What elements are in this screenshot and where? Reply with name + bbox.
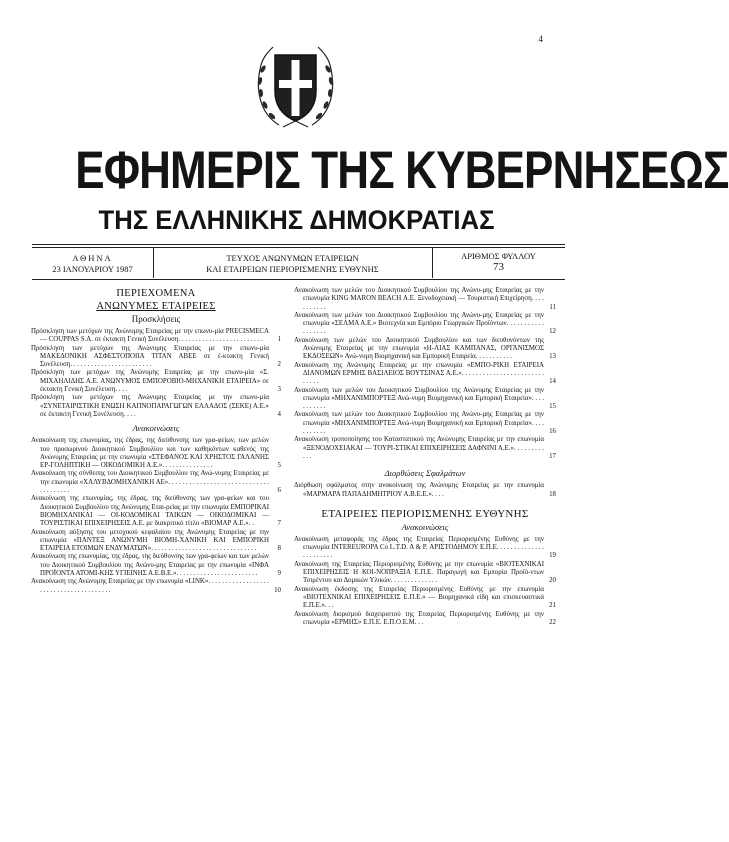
- toc-entry-text: Ανακοίνωση των μελών του Διοικητικού Συμβουλίου της Ανώνυ-μης Εταιρείας με την επωνυμία «ΜΗΧΑΝΙΜΠΟΡΤΕΞ Ανώ-νυμη Βιομηχανική και Εμπορική Εταιρεία». . . . . . . . . . .: [294, 411, 544, 436]
- toc-page-number: 20: [549, 577, 556, 585]
- toc-entry: [31, 437, 281, 470]
- toc-entry-text: Ανακοίνωση των μελών του Διοικητικού Συμβουλίου της Ανώνυ-μης Εταιρείας με την επωνυμία «ΣΕΛΜΑ Α.Ε.» Βιοτεχνία και Εμπόριο Γεωργικών Προϊόντων. . . . . . . . . . . . . . . . . .: [294, 311, 544, 336]
- toc-page-number: 17: [549, 452, 556, 460]
- gazette-subtitle: ΤΗΣ ΕΛΛΗΝΙΚΗΣ ΔΗΜΟΚΡΑΤΙΑΣ: [98, 205, 495, 235]
- toc-entry: [294, 482, 556, 499]
- toc-entry-text: Ανακοίνωση της επωνυμίας, της έδρας, της διεύθυνσης των γρα-φείων και του Διοικητικού Συμβουλίου της Ανώνυμης Εται-ρείας με την επωνυμία ΕΜΠΟΡΙΚΑΙ ΒΙΟΜΗΧΑΝΙΚΑΙ — ΟΙ-ΚΟΔΟΜΙΚΑΙ ΤΑΙΚΩΝ — ΟΙΚΟΔΟΜΙΚΑΙ — ΤΟΥΡΙΣΤΙΚΑΙ ΕΠΙΧΕΙΡΗΣΕΙΣ Α.Ε. με διακριτικό τίτλο «ΒΙΟΜΑΡ Α.Ε.». .: [31, 495, 269, 528]
- toc-page-number: 21: [549, 602, 556, 610]
- contents-title: ΠΕΡΙΕΧΟΜΕΝΑ: [116, 288, 196, 299]
- header-place-date: [32, 253, 153, 275]
- llc-announcements-heading: Ανακοινώσεις: [401, 521, 449, 532]
- toc-page-number: 12: [549, 328, 556, 336]
- toc-entry: [31, 369, 281, 394]
- toc-entry-text: Ανακοίνωση των μελών του Διοικητικού Συμβουλίου και των διευθυνόντων της Ανώνυμης Εταιρείας με την επωνυμία «Η-ΛΙΑΣ ΚΑΜΠΑΝΑΣ, ΟΡΓΑΝΙΣΜΟΣ ΕΚΔΟΣΕΩΝ» Ανώ-νυμη Βιομηχανική και Εμπορική Εταιρεία. . . . . . . . . . .: [294, 336, 544, 361]
- section-title-sa: ΑΝΩΝΥΜΕΣ ΕΤΑΙΡΕΙΕΣ: [96, 301, 216, 312]
- toc-entry: [31, 345, 281, 370]
- toc-page-number: 8: [277, 545, 281, 553]
- invitations-heading: Προσκλήσεις: [131, 314, 181, 324]
- toc-entry-text: Ανακοίνωση της επωνυμίας, της έδρας, της διεύθυνσης των γρα-φείων και των μελών του Διοικητικού Συμβουλίου της Ανώνυ-μης Εταιρείας με την επωνυμία «ΙΝΦΑ ΠΡΟΪΟΝΤΑ ΑΤΟΜΙ-ΚΗΣ ΥΓΙΕΙΝΗΣ Α.Ε.Β.Ε.». . . . . . . . . . . . . . . . . . . . . . . .: [31, 553, 269, 578]
- toc-entry-text: Ανακοίνωση των μελών του Διοικητικού Συμβουλίου της Ανώνυ-μης Εταιρείας με την επωνυμία KING MARON BEACH Α.Ε. Ξενοδοχειακή — Τουριστική Επιχείρηση. . . . . . . . . . .: [294, 287, 544, 311]
- header-top-rule: [32, 244, 565, 245]
- toc-page-number: 19: [549, 552, 556, 560]
- toc-page-number: 4: [277, 410, 281, 418]
- announcements-heading: Ανακοινώσεις: [132, 423, 180, 434]
- gazette-title: ΕΦΗΜΕΡΙΣ ΤΗΣ ΚΥΒΕΡΝΗΣΕΩΣ: [75, 141, 729, 200]
- toc-entry-text: Ανακοίνωση της Ανώνυμης Εταιρείας με την επωνυμία «ΕΜΠΟ-ΡΙΚΗ ΕΤΑΙΡΕΙΑ ΔΙΑΝΟΜΩΝ ΕΡΜΗΣ ΒΑΣΙΛΕΙΟΣ ΒΟΥΤΣΙΝΑΣ Α.Ε.». . . . . . . . . . . . . . . . . . . . . . . . . . . . .: [294, 361, 544, 386]
- header-date: 23 ΙΑΝΟΥΑΡΙΟΥ 1987: [52, 264, 133, 274]
- toc-entry-text: Ανακοίνωση της σύνθεσης του Διοικητικού Συμβουλίου της Ανώ-νυμης Εταιρείας με την επωνυμία «ΧΑΛΥΒΔΟΜΗΧΑΝΙΚΗ ΑΕ». . . . . . . . . . . . . . . . . . . . . . . . . . . . . . . . . . . . . .: [31, 470, 269, 495]
- toc-entry: [31, 328, 281, 345]
- toc-page-number: 9: [277, 570, 281, 578]
- toc-entry: [294, 411, 556, 436]
- toc-entry: [294, 561, 556, 586]
- toc-entry: [31, 495, 281, 528]
- toc-entry-text: Πρόσκληση των μετόχων της Ανώνυμης Εταιρείας με την επωνυ-μία «Σ. ΜΙΧΑΗΛΙΔΗΣ Α.Ε. ΑΝΩΝΥΜΟΣ ΕΜΠΟΡΟΒΙΟ-ΜΗΧΑΝΙΚΗ ΕΤΑΙΡΕΙΑ» σε έκτακτη Γενική Συνέλευση. . . .: [31, 369, 269, 394]
- toc-page-number: 5: [277, 462, 281, 470]
- toc-page-number: 1: [277, 336, 281, 344]
- errata-heading: Διορθώσεις Σφαλμάτων: [384, 468, 466, 479]
- section-title-llc: ΕΤΑΙΡΕΙΕΣ ΠΕΡΙΟΡΙΣΜΕΝΗΣ ΕΥΘΥΝΗΣ: [321, 507, 529, 520]
- contents-right-column: [294, 287, 556, 627]
- toc-entry: [31, 553, 281, 578]
- toc-page-number: 18: [549, 490, 556, 498]
- toc-entry: [31, 470, 281, 495]
- toc-entry-text: Πρόσκληση των μετόχων της Ανώνυμης Εταιρείας με την επωνυ-μία «ΣΥΝΕΤΑΙΡΙΣΤΙΚΗ ΕΝΩΣΗ ΚΑΠΝΟΠΑΡΑΓΩΓΩΝ ΕΛΛΑΔΟΣ (ΣΕΚΕ) Α.Ε.» σε έκτακτη Γενική Συνέλευση. . . .: [31, 394, 269, 418]
- issue-line-1: ΤΕΥΧΟΣ ΑΝΩΝΥΜΩΝ ΕΤΑΙΡΕΙΩΝ: [226, 253, 359, 263]
- issue-line-2: ΚΑΙ ΕΤΑΙΡΕΙΩΝ ΠΕΡΙΟΡΙΣΜΕΝΗΣ ΕΥΘΥΝΗΣ: [206, 264, 379, 274]
- toc-entry: [294, 387, 556, 412]
- header-city: ΑΘΗΝΑ: [72, 253, 113, 263]
- page-number: 4: [538, 34, 543, 44]
- toc-page-number: 11: [549, 303, 556, 311]
- toc-entry-text: Ανακοίνωση μεταφοράς της έδρας της Εταιρείας Περιορισμένης Ευθύνης με την επωνυμία INTEREUROPA Co L.T.D. A & P. ΑΡΙΣΤΟΔΗΜΟΥ Ε.Π.Ε. . . . . . . . . . . . . . . . . . . . . . .: [294, 535, 544, 560]
- toc-entry: [294, 287, 556, 312]
- toc-entry-text: Ανακοίνωση διορισμού διαχειριστού της Εταιρείας Περιορισμένης Ευθύνης με την επωνυμία «ΕΡΜΗΣ» Ε.Π.Ε. Ε.Π.Ο.Ε.Μ. . .: [294, 610, 544, 626]
- toc-entry: [294, 536, 556, 561]
- toc-entry-text: Ανακοίνωση αύξησης του μετοχικού κεφαλαίου της Ανώνυμης Εταιρείας με την επωνυμία «ΠΑΝΤΕΞ ΑΝΩΝΥΜΗ ΒΙΟΜΗ-ΧΑΝΙΚΗ ΚΑΙ ΕΜΠΟΡΙΚΗ ΕΤΑΙΡΕΙΑ ΕΤΟΙΜΩΝ ΕΝΔΥΜΑΤΩΝ». . . . . . . . . . . . . . . . . . . . . . . . . . . . . . .: [31, 528, 269, 553]
- toc-entry-text: Διόρθωση σφάλματος στην ανακοίνωση της Ανώνυμης Εταιρείας με την επωνυμία «ΜΑΡΜΑΡΑ ΠΑΠΑΔΗΜΗΤΡΙΟΥ Α.Β.Ε.Ε.». . . .: [294, 482, 544, 498]
- toc-entry-text: Ανακοίνωση της Ανώνυμης Εταιρείας με την επωνυμία «LINK». . . . . . . . . . . . . . . . . . . . . . . . . . . . . . . . . . . . . . .: [31, 578, 269, 594]
- toc-page-number: 16: [549, 428, 556, 436]
- toc-page-number: 2: [277, 361, 281, 369]
- toc-entry-text: Πρόσκληση των μετόχων της Ανώνυμης Εταιρείας με την επωνυ-μία ΜΑΚΕΔΟΝΙΚΗ ΑΣΦΕΣΤΟΠΟΙΙΑ ΤΙΤΑΝ ΑΒΕΕ σε έ-κτακτη Γενική Συνέλευση. . . . . . . . . . . . . . . . . . . . . . . .: [31, 344, 269, 369]
- toc-entry-text: Ανακοίνωση των μελών του Διοικητικού Συμβουλίου της Ανώνυμης Εταιρείας με την επωνυμία «ΜΗΧΑΝΙΜΠΟΡΤΕΞ Ανώ-νυμη Βιομηχανική και Εμπορική Εταιρεία». . . . . . . . . . .: [294, 386, 544, 411]
- sheet-number: 73: [493, 261, 504, 273]
- toc-entry: [294, 586, 556, 611]
- toc-entry-text: Ανακοίνωση της Εταιρείας Περιορισμένης Ευθύνης με την επωνυμία «ΒΙΟΤΕΧΝΙΚΑΙ ΕΠΙΧΕΙΡΗΣΕΙΣ Η ΚΟΙ-ΝΟΠΡΑΞΙΑ Ε.Π.Ε. Παραγωγή και Εμπορία Προϊό-ντων Τσιμέντου και Δομικών Υλικών. . . . . . . . . . . . . .: [294, 560, 544, 585]
- sheet-label: ΑΡΙΘΜΟΣ ΦΥΛΛΟΥ: [461, 251, 536, 261]
- toc-entry-text: Ανακοίνωση έκδοσης της Εταιρείας Περιορισμένης Ευθύνης με την επωνυμία «ΒΙΟΤΕΧΝΙΚΑΙ ΕΠΙΧΕΙΡΗΣΕΙΣ Ε.Π.Ε.» — Βιομηχανικά είδη και επισκευαστικά Ε.Π.Ε.». . .: [294, 585, 544, 610]
- toc-page-number: 13: [549, 353, 556, 361]
- toc-entry: [31, 394, 281, 419]
- toc-entry: [294, 611, 556, 628]
- toc-page-number: 22: [549, 618, 556, 626]
- contents-left-column: [31, 287, 281, 595]
- toc-page-number: 15: [549, 403, 556, 411]
- header-bottom-rule: [32, 279, 565, 280]
- header-sheet: [432, 251, 565, 273]
- toc-page-number: 7: [277, 520, 281, 528]
- header-top-rule-double: [32, 247, 565, 248]
- toc-page-number: 10: [274, 586, 281, 594]
- toc-entry: [294, 312, 556, 337]
- toc-entry: [31, 578, 281, 595]
- toc-entry: [294, 362, 556, 387]
- toc-page-number: 6: [277, 487, 281, 495]
- toc-entry-text: Ανακοίνωση της επωνυμίας, της έδρας, της διεύθυνσης των γρα-φείων, των μελών του προσωρινού Διοικητικού Συμβουλίου και των καθηκόντων καθενός της Ανώνυμης Εταιρείας με την επωνυμία «ΣΤΕΦΑΝΟΣ ΚΑΙ ΧΡΗΣΤΟΣ ΓΑΛΑΝΗΣ ΕΡ-ΓΟΛΗΠΤΙΚΗ — ΟΙΚΟΔΟΜΙΚΗ Α.Ε.». . . . . . . . . . . . . . .: [31, 437, 269, 470]
- toc-entry: [294, 436, 556, 461]
- greek-coat-of-arms-emblem: [249, 33, 342, 136]
- toc-entry: [294, 337, 556, 362]
- toc-page-number: 3: [277, 386, 281, 394]
- toc-entry: [31, 529, 281, 554]
- toc-entry-text: Πρόσκληση των μετόχων της Ανώνυμης Εταιρείας με την επωνυ-μία PRECISMECA — COUPPAS S.A. σε έκτακτη Γενική Συνέλευση. . . . . . . . . . . . . . . . . . . . . . . . .: [31, 328, 269, 344]
- header-issue: [153, 253, 432, 275]
- toc-page-number: 14: [549, 378, 556, 386]
- toc-entry-text: Ανακοίνωση τροποποίησης του Καταστατικού της Ανώνυμης Εταιρείας με την επωνυμία «ΞΕΝΟΔΟΧΕΙΑΚΑΙ — ΤΟΥΡΙ-ΣΤΙΚΑΙ ΕΠΙΧΕΙΡΗΣΕΙΣ ΔΑΦΝΙΝΙ Α.Ε.». . . . . . . . . . . .: [294, 436, 544, 460]
